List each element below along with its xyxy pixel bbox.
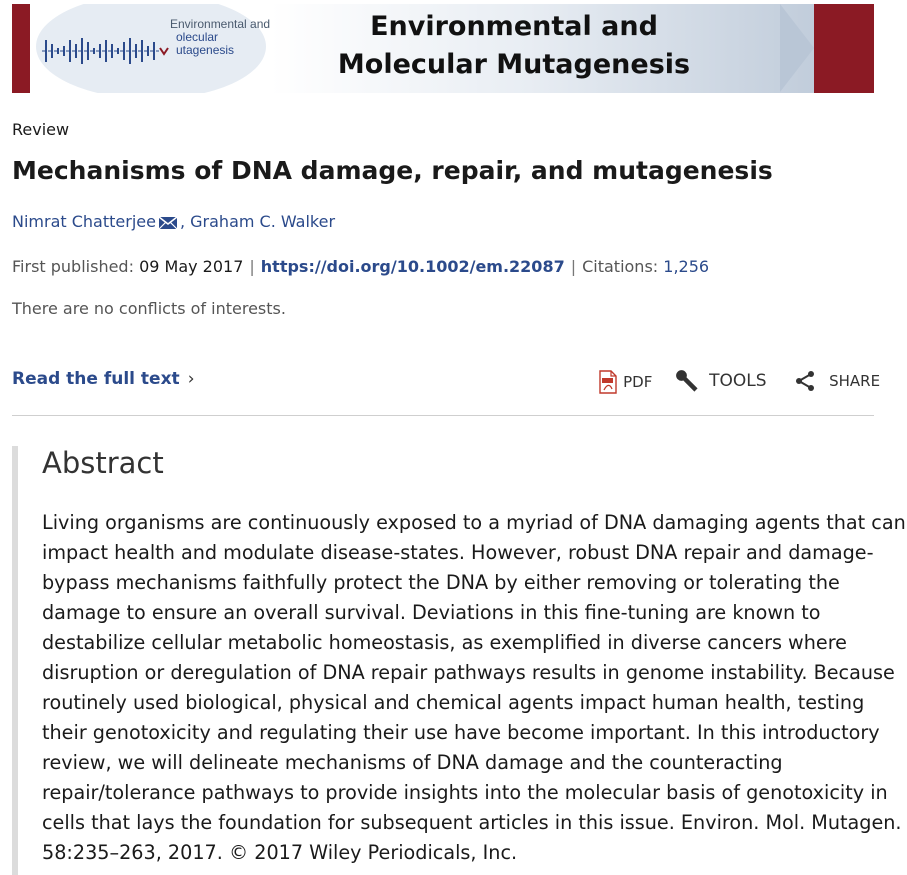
chevron-right-icon: › [187,369,195,389]
banner-left-bar [12,4,30,93]
banner-journal-title [324,8,704,84]
abstract-line: impact health and modulate disease-states. However, robust DNA repair and damage- [42,541,874,564]
abstract-line: Living organisms are continuously exposed to a myriad of DNA damaging agents that can [42,511,906,534]
read-full-text-link[interactable] [12,369,195,389]
abstract-line: repair/tolerance pathways to provide insights into the molecular basis of genotoxicity in [42,781,888,804]
abstract-side-bar [12,446,18,875]
abstract-line: their genotoxicity and regulating their use have become important. In this introductory [42,721,880,744]
abstract-line: routinely used biological, physical and chemical agents impact human health, testing [42,691,865,714]
banner-arrow [780,4,814,92]
wrench-icon [674,368,700,394]
share-button[interactable] [794,370,880,392]
abstract-line: bypass mechanisms faithfully protect the DNA by either removing or tolerating the [42,571,840,594]
share-icon [794,370,816,392]
abstract-line: destabilize cellular metabolic homeostasis, as exemplified in diverse cancers where [42,631,847,654]
article-type: Review [12,120,70,139]
mail-icon[interactable] [158,216,178,230]
section-divider [12,415,874,416]
published-label: First published: [12,257,134,276]
banner-title-line-1: Environmental and [370,11,658,42]
doi-link[interactable]: https://doi.org/10.1002/em.22087 [260,257,565,276]
separator: | [249,257,255,276]
separator: | [570,257,577,276]
pdf-button[interactable] [598,370,652,394]
author-link-2[interactable]: , Graham C. Walker [179,212,336,231]
published-date: 09 May 2017 [139,257,244,276]
author-link-1[interactable]: Nimrat Chatterjee [12,212,156,231]
publication-line [12,257,709,276]
dna-logo-icon [42,34,172,68]
tools-label: TOOLS [709,371,767,391]
journal-banner[interactable] [12,4,874,93]
author-list [12,212,335,231]
abstract-line: cells that lays the foundation for subsequent articles in this issue. Environ. Mol. Mutagen. [42,811,902,834]
citations-count-link[interactable]: 1,256 [663,257,710,276]
share-label: SHARE [829,372,881,390]
logo-wordmark [170,18,270,57]
logo-line-3: utagenesis [176,43,235,57]
abstract-line: 58:235–263, 2017. © 2017 Wiley Periodicals, Inc. [42,841,518,864]
banner-right-bar [814,4,874,93]
pdf-label: PDF [623,373,653,391]
abstract-heading: Abstract [42,446,164,480]
article-title: Mechanisms of DNA damage, repair, and mutagenesis [12,156,773,185]
pdf-icon [598,370,618,394]
banner-title-line-2: Molecular Mutagenesis [337,49,691,80]
abstract-line: review, we will delineate mechanisms of DNA damage and the counteracting [42,751,783,774]
abstract-line: damage to ensure an overall survival. Deviations in this fine-tuning are known to [42,601,821,624]
abstract-line: disruption or deregulation of DNA repair pathways results in genome instability. Because [42,661,895,684]
logo-line-2: olecular [176,30,219,44]
tools-button[interactable] [674,368,767,394]
conflicts-statement: There are no conflicts of interests. [12,299,286,318]
abstract-text [42,508,906,868]
logo-line-1: Environmental and [170,17,271,31]
citations-label: Citations: [582,257,659,276]
read-full-text-label: Read the full text [12,369,180,389]
